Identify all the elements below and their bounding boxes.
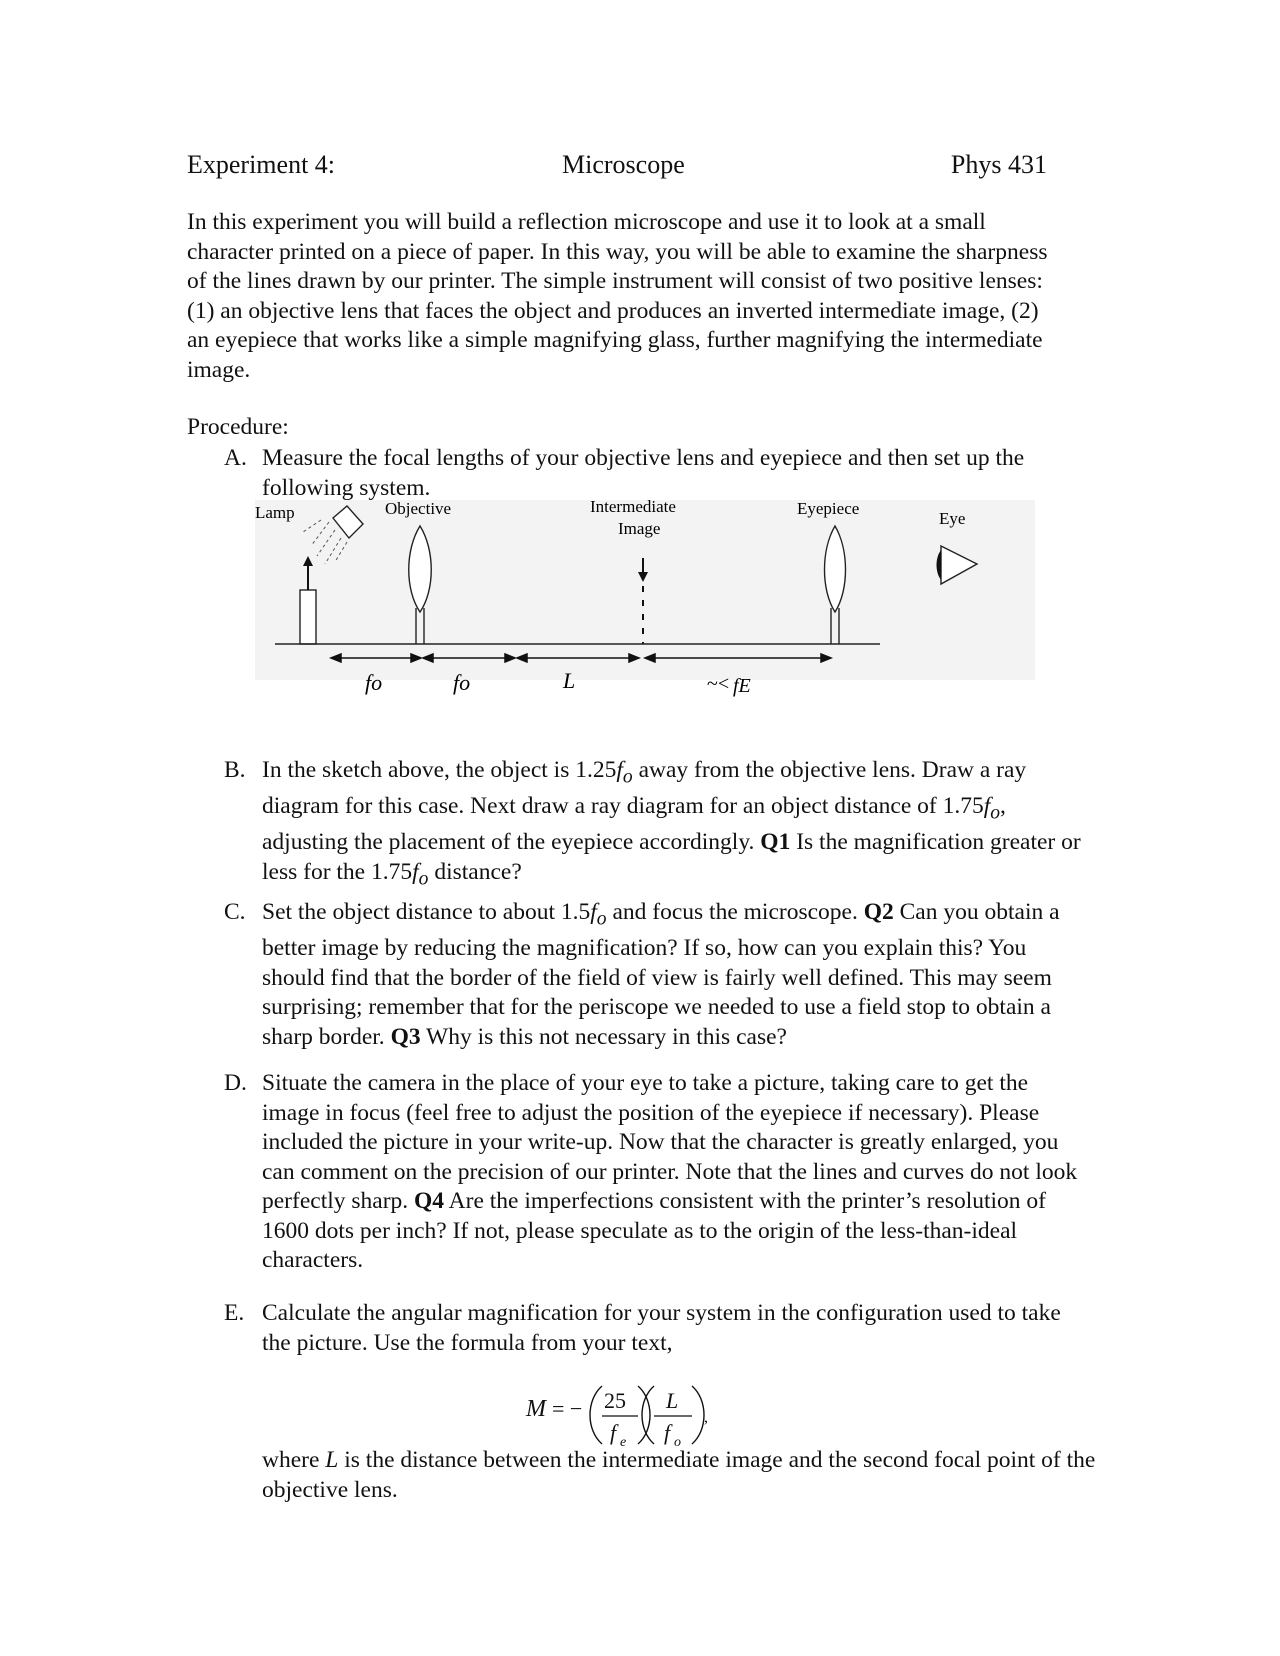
item-letter: B. <box>224 757 246 783</box>
item-d-text: Situate the camera in the place of your eye to take a picture, taking care to get the image in focus (feel free to adjust the position of the eyepiece if necessary). Please included the picture in your write-up. Now that the character is greatly enlarged, you can comment on the precision of our printer. Note that the lines and curves do not look perfectly sharp. Q4 Are the imperfections consistent with the printer’s resolution of 1600 dots per inch? If not, please speculate as to the origin of the less-than-ideal characters. <box>262 1070 1078 1273</box>
formula-m: M <box>526 1396 546 1422</box>
procedure-item-e <box>224 1299 1090 1358</box>
procedure-item-b <box>224 756 1090 894</box>
formula-den2: f <box>664 1420 671 1445</box>
formula-explanation: where L is the distance between the intermediate image and the second focal point of the objective lens. <box>262 1447 1096 1503</box>
fo-label-1: fo <box>365 670 383 695</box>
item-b-text: In the sketch above, the object is $1.25f_o$ away from the objective lens. Draw a ray diagram for this case. Next draw a ray diagram for an object distance of $1.75f_o$, adjusting the placement of the eyepiece accordingly. Q1 Is the magnification greater or less for the $1.75f_o$ distance? <box>262 757 1081 890</box>
microscope-diagram <box>255 500 1035 730</box>
lamp-label: Lamp <box>255 503 295 522</box>
fe-label: fE <box>733 675 751 697</box>
formula-num1: 25 <box>604 1388 626 1413</box>
objective-label: Objective <box>385 500 452 518</box>
item-letter: E. <box>224 1300 245 1326</box>
item-letter: D. <box>224 1070 247 1096</box>
formula-comma: , <box>704 1409 708 1426</box>
formula-sub2: o <box>674 1435 681 1450</box>
fo-label-2: fo <box>453 670 471 695</box>
item-c-text: Set the object distance to about $1.5f_o$ and focus the microscope. Q2 Can you obtain a better image by reducing the magnification? If so, how can you explain this? You should find that the border of the field of view is fairly well defined. This may seem surprising; remember that for the periscope we needed to use a field stop to obtain a sharp border. Q3 Why is this not necessary in this case? <box>262 899 1060 1050</box>
experiment-title: Microscope <box>562 150 685 179</box>
procedure-item-c <box>224 898 1090 1052</box>
formula-num2: L <box>666 1388 679 1413</box>
item-a-text: Measure the focal lengths of your objective lens and eyepiece and then set up the following system. <box>262 445 1025 501</box>
page-header <box>187 150 1047 190</box>
procedure-label: Procedure: <box>187 414 289 440</box>
intermediate-label-1: Intermediate <box>590 500 676 516</box>
question-q2: Q2 <box>863 899 894 925</box>
procedure-item-a <box>224 444 1090 503</box>
experiment-number: Experiment 4: <box>187 150 336 179</box>
fe-prefix: ~< <box>707 673 730 695</box>
item-letter: A. <box>224 445 247 471</box>
formula-den1: f <box>610 1420 617 1445</box>
magnification-formula <box>520 1372 740 1452</box>
eyepiece-label: Eyepiece <box>797 500 860 518</box>
item-e-text: Calculate the angular magnification for your system in the configuration used to take the picture. Use the formula from your text, <box>262 1300 1061 1356</box>
item-letter: C. <box>224 899 246 925</box>
formula-equals: = − <box>552 1396 583 1421</box>
l-label: L <box>563 668 576 693</box>
question-q1: Q1 <box>760 829 791 856</box>
question-q4: Q4 <box>414 1188 445 1214</box>
course-code: Phys 431 <box>950 150 1047 179</box>
formula-sub1: e <box>620 1435 627 1450</box>
intro-paragraph: In this experiment you will build a reflection microscope and use it to look at a small character printed on a piece of paper. In this way, you will be able to examine the sharpness of the lines drawn by our printer. The simple instrument will consist of two positive lenses: (1) an objective lens that faces the object and produces an inverted intermediate image, (2) an eyepiece that works like a simple magnifying glass, further magnifying the intermediate image. <box>187 209 1048 383</box>
procedure-item-d <box>224 1069 1090 1276</box>
question-q3: Q3 <box>390 1023 421 1050</box>
eye-label: Eye <box>939 509 966 528</box>
intermediate-label-2: Image <box>618 519 661 538</box>
